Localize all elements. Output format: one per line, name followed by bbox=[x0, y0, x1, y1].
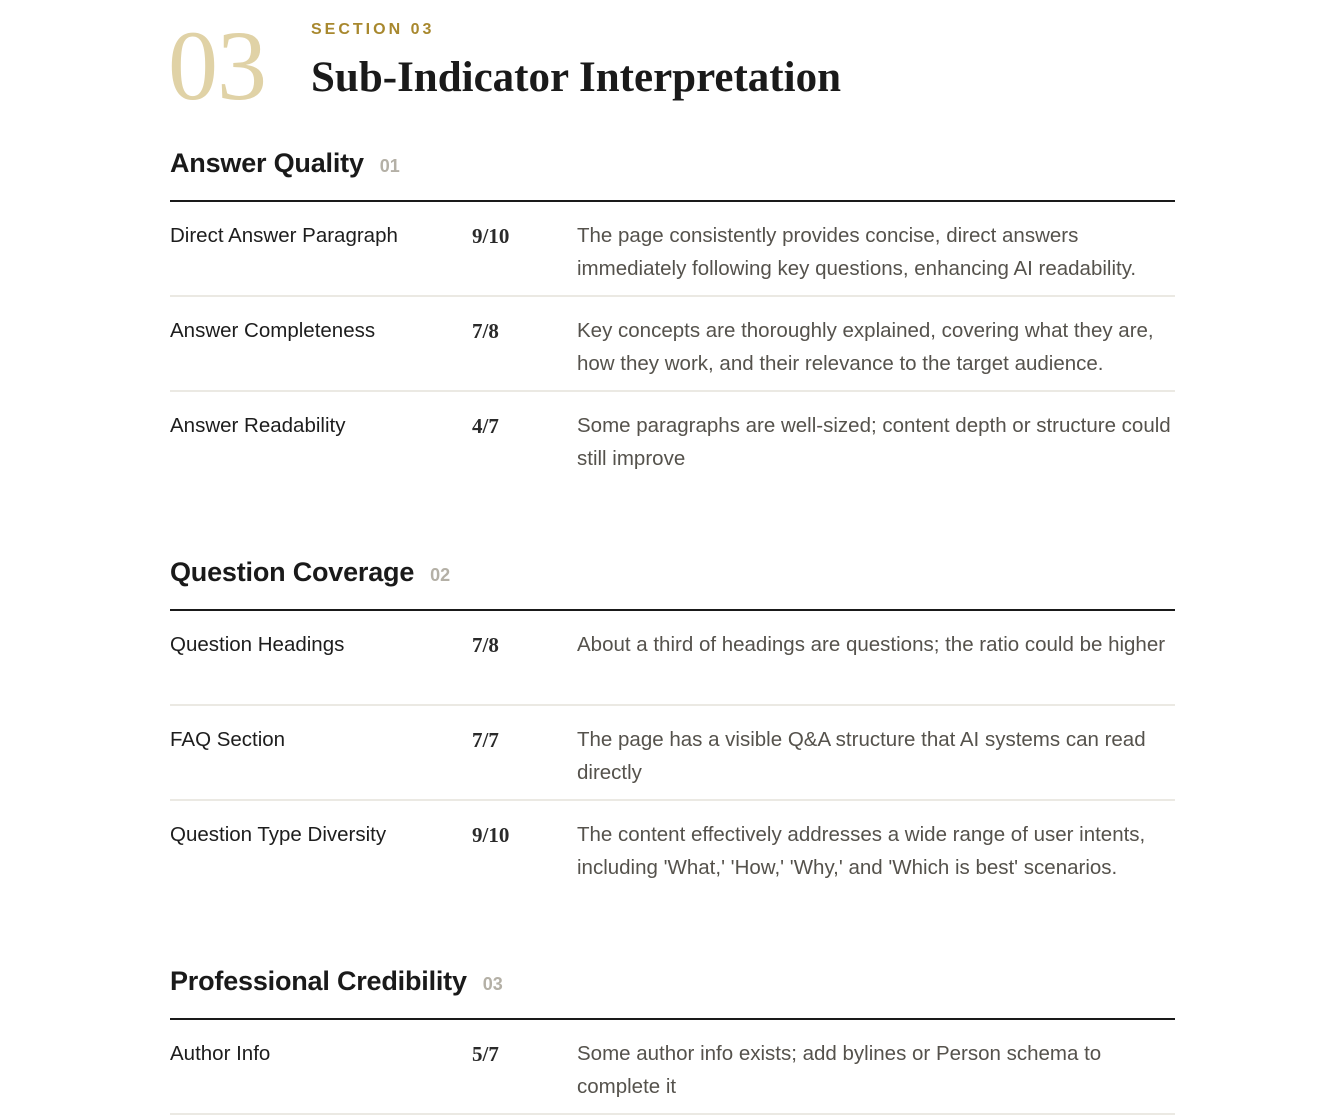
indicator-description: The content effectively addresses a wide range of user intents, including 'What,' 'How,' 'Why,' and 'Which is best' scenarios. bbox=[577, 823, 1146, 879]
table-row bbox=[170, 611, 1175, 706]
table-row bbox=[170, 297, 1175, 392]
group-title: Answer Quality bbox=[170, 148, 364, 178]
group-question-coverage bbox=[170, 539, 1175, 896]
group-heading bbox=[170, 948, 1175, 1018]
table-row bbox=[170, 392, 1175, 487]
indicator-score: 9/10 bbox=[472, 224, 510, 248]
section-header bbox=[170, 0, 1175, 130]
indicator-description: The page consistently provides concise, direct answers immediately following key questions, enhancing AI readability. bbox=[577, 224, 1137, 280]
indicator-name: Question Type Diversity bbox=[170, 823, 387, 846]
indicator-name: FAQ Section bbox=[170, 728, 286, 751]
indicator-description: Key concepts are thoroughly explained, covering what they are, how they work, and their relevance to the target audience. bbox=[577, 319, 1154, 375]
indicator-description: Some paragraphs are well-sized; content depth or structure could still improve bbox=[577, 414, 1171, 470]
indicator-description: About a third of headings are questions; the ratio could be higher bbox=[577, 633, 1166, 656]
indicator-name: Answer Readability bbox=[170, 414, 346, 437]
group-title: Question Coverage bbox=[170, 557, 415, 587]
table-row bbox=[170, 801, 1175, 896]
section-number: 03 bbox=[168, 10, 266, 121]
group-answer-quality bbox=[170, 130, 1175, 487]
group-index: 01 bbox=[379, 156, 400, 176]
indicator-table bbox=[170, 609, 1175, 896]
indicator-table bbox=[170, 200, 1175, 487]
indicator-description: The page has a visible Q&A structure that AI systems can read directly bbox=[577, 728, 1146, 784]
table-row bbox=[170, 706, 1175, 801]
group-professional-credibility bbox=[170, 948, 1175, 1115]
group-heading bbox=[170, 539, 1175, 609]
indicator-name: Question Headings bbox=[170, 633, 345, 656]
indicator-table bbox=[170, 1018, 1175, 1115]
indicator-name: Direct Answer Paragraph bbox=[170, 224, 398, 247]
indicator-description: Some author info exists; add bylines or Person schema to complete it bbox=[577, 1042, 1102, 1098]
section-eyebrow: SECTION 03 bbox=[311, 21, 435, 38]
group-index: 03 bbox=[482, 974, 503, 994]
group-title: Professional Credibility bbox=[170, 966, 467, 996]
indicator-score: 4/7 bbox=[472, 414, 499, 438]
group-heading bbox=[170, 130, 1175, 200]
indicator-score: 9/10 bbox=[472, 823, 510, 847]
indicator-name: Author Info bbox=[170, 1042, 271, 1065]
sub-indicator-page bbox=[170, 0, 1175, 1115]
section-title: Sub-Indicator Interpretation bbox=[311, 54, 841, 101]
indicator-name: Answer Completeness bbox=[170, 319, 376, 342]
indicator-score: 7/7 bbox=[472, 728, 499, 752]
table-row bbox=[170, 202, 1175, 297]
indicator-score: 7/8 bbox=[472, 633, 499, 657]
indicator-score: 5/7 bbox=[472, 1042, 499, 1066]
table-row bbox=[170, 1020, 1175, 1115]
group-index: 02 bbox=[430, 565, 451, 585]
indicator-score: 7/8 bbox=[472, 319, 499, 343]
